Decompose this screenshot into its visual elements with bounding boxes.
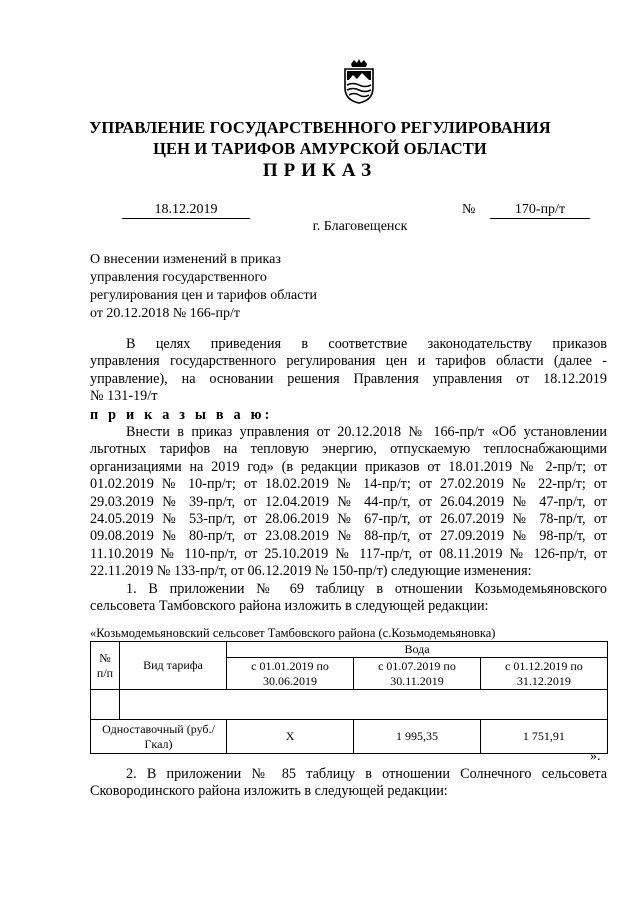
- order-word: п р и к а з ы в а ю:: [90, 407, 273, 423]
- row-value: Х: [227, 720, 354, 754]
- body-line: 29.03.2019 № 39-пр/т, от 12.04.2019 № 44-пр/т, от 26.04.2019 № 47-пр/т, от: [90, 493, 607, 510]
- document-subject: [90, 251, 317, 323]
- item-2-line: 2. В приложении № 85 таблицу в отношении Солнечного сельсовета: [126, 766, 607, 782]
- body-line: 22.11.2019 № 133-пр/т, от 06.12.2019 № 150-пр/т) следующие изменения:: [90, 563, 532, 580]
- preamble-line: управления государственного регулирования цен и тарифов области (далее -: [90, 353, 607, 370]
- preamble-line: управление), на основании решения Правления управления от 18.12.2019: [90, 370, 607, 387]
- item-1-line: 1. В приложении № 69 таблицу в отношении Козьмодемьяновского: [126, 581, 607, 597]
- body-line: Внести в приказ управления от 20.12.2018 № 166-пр/т «Об установлении: [126, 424, 607, 440]
- tariff-table: [90, 641, 608, 754]
- header-period: с 01.07.2019 по 30.11.2019: [354, 658, 481, 690]
- subject-line: О внесении изменений в приказ: [90, 252, 281, 267]
- item-1: [90, 581, 607, 616]
- empty-cell: [91, 690, 120, 720]
- issuer-line-2: ЦЕН И ТАРИФОВ АМУРСКОЙ ОБЛАСТИ: [153, 139, 487, 158]
- body-line: льготных тарифов на тепловую энергию, отпускаемую теплоснабжающими: [90, 441, 607, 458]
- item-2-line: Сковородинского района изложить в следующей редакции:: [90, 783, 448, 800]
- body-line: 09.08.2019 № 80-пр/т, от 23.08.2019 № 88-пр/т, от 27.09.2019 № 98-пр/т, от: [90, 528, 607, 545]
- subject-line: регулирования цен и тарифов области: [90, 288, 318, 303]
- row-value: 1 995,35: [354, 720, 481, 754]
- row-label: Одноставочный (руб./Гкал): [91, 720, 227, 754]
- preamble: [90, 336, 607, 406]
- order-body: [90, 424, 607, 581]
- preamble-line: В целях приведения в соответствие законодательству приказов: [126, 336, 607, 352]
- issuer-line-1: УПРАВЛЕНИЕ ГОСУДАРСТВЕННОГО РЕГУЛИРОВАНИЯ: [89, 118, 551, 137]
- body-line: 11.10.2019 № 110-пр/т, от 25.10.2019 № 117-пр/т, от 08.11.2019 № 126-пр/т, от: [90, 545, 607, 562]
- subject-line: от 20.12.2018 № 166-пр/т: [90, 306, 240, 321]
- empty-cell: [120, 690, 608, 720]
- header-number: № п/п: [91, 642, 120, 690]
- row-value: 1 751,91: [480, 720, 607, 754]
- document-number: 170-пр/т: [490, 201, 590, 219]
- body-line: 24.05.2019 № 53-пр/т, от 28.06.2019 № 67-пр/т, от 26.07.2019 № 78-пр/т, от: [90, 510, 607, 527]
- city: г. Благовещенск: [312, 219, 408, 234]
- item-1-line: сельсовета Тамбовского района изложить в следующей редакции:: [90, 598, 489, 615]
- number-sign: №: [462, 202, 476, 217]
- subject-line: управления государственного: [90, 270, 267, 285]
- header-period: с 01.01.2019 по 30.06.2019: [227, 658, 354, 690]
- body-line: 01.02.2019 № 10-пр/т; от 18.02.2019 № 14-пр/т; от 27.02.2019 № 22-пр/т; от: [90, 476, 607, 493]
- document-date: 18.12.2019: [122, 201, 250, 219]
- item-2: [90, 766, 607, 801]
- body-line: организациями на 2019 год» (в редакции приказов от 18.01.2019 № 2-пр/т; от: [90, 458, 607, 475]
- coat-of-arms-icon: [342, 58, 376, 104]
- table-caption: «Козьмодемьяновский сельсовет Тамбовского района (с.Козьмодемьяновка): [90, 626, 496, 640]
- preamble-line: № 131-19/т: [90, 388, 158, 405]
- header-water: Вода: [227, 642, 608, 658]
- document-type: ПРИКАЗ: [262, 160, 378, 181]
- issuer-title: [0, 117, 640, 159]
- header-period: с 01.12.2019 по 31.12.2019: [480, 658, 607, 690]
- closing-quote: ».: [590, 749, 601, 764]
- header-tariff-type: Вид тарифа: [120, 642, 227, 690]
